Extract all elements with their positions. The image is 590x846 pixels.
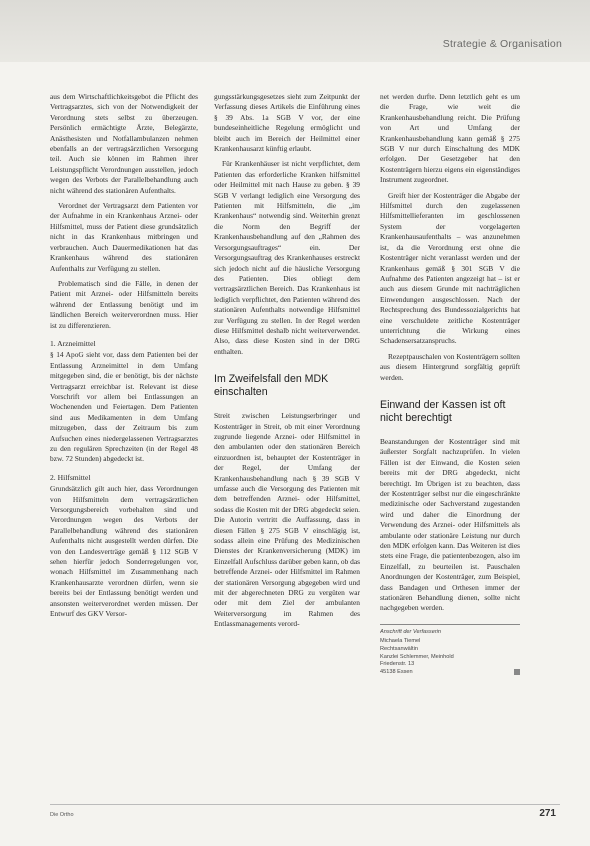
page-number: 271 (539, 808, 556, 819)
author-address-title: Anschrift der Verfasserin (380, 628, 442, 635)
paragraph: gungsstärkungsgesetzes sieht zum Zeitpunkt der Verfassung dieses Artikels die Einführung eines § 39 Abs. 1a SGB V vor, der eine bundeseinheitliche Regelung ermöglicht und bleibt auch im Bereich der Heilmittel einer Krankenhausarzt künftig erlaubt. (214, 92, 360, 154)
paragraph: § 14 ApoG sieht vor, dass dem Patienten bei der Entlassung Arzneimittel in dem Umfang mitgegeben sind, die er benötigt, bis der nächste Vertragsarzt erreichbar ist. Relevant ist diese Vorschrift vor allem bei Entlassungen an Wochenenden und Feiertagen. Dem Patienten sind aus Medikamenten in dem Umfang mitzugeben, dass der Zeitraum bis zum Aufsuchen eines niedergelassenen Vertragsarztes zu den regulären Sprechzeiten (in der Regel 48 bzw. 72 Stunden) abgedeckt ist. (50, 350, 198, 464)
paragraph: net werden durfte. Denn letztlich geht es um die Frage, wie weit die Krankenhausbehandlung reicht. Die Prüfung von Art und Umfang der Krankenhausbehandlung kann gemäß § 275 SGB V nur durch Einschaltung des MDK erfolgen. Der Gesetzgeber hat den Kostenträgern hierzu eigens ein eigenständiges Instrument zugeordnet. (380, 92, 520, 185)
author-address-line: Friedenstr. 13 (380, 661, 415, 668)
author-address-line: Rechtsanwältin (380, 646, 418, 653)
footer-publication: Die Ortho (50, 812, 74, 818)
column-3 (380, 92, 520, 792)
paragraph: Grundsätzlich gilt auch hier, dass Verordnungen von Hilfsmitteln dem vertragsärztlichen Versorgungsbereich vorbehalten sind und Verordnungen wegen des Verbots der Parallelbehandlung während des stationären Aufenthalts nicht ausgestellt werden dürfen. Die von den Landesverträge gemäß § 112 SGB V sehen hierfür jedoch Sonderregelungen vor, wonach Hilfsmittel im Zusammenhang nach Krankenhausarzte verordnen dürfen, wenn sie bereits bei der Entlassung benötigt werden und ansonsten weiterverordnet werden müssen. Der Entwurf des GKV Versor- (50, 484, 198, 619)
paragraph: Beanstandungen der Kostenträger sind mit äußerster Sorgfalt nachzuprüfen. In vielen Fällen ist der Einwand, die Kosten seien bereits mit der DRG abgedeckt, nicht berechtigt. Im Übrigen ist zu beachten, dass der Kostenträger selbst nur die eingeschränkte medizinische oder Sachverstand zugestanden wird und daher die Einordnung der Verwendung des Arznei- oder Hilfsmittels als ambulante oder stationäre Leistung nur durch den MDK erfolgen kann. Das Weiteren ist dies stets eine Frage, die patientenbezogen, also im Einzelfall, zu beurteilen ist. Pauschalen Anordnungen der Kostenträger, zum Beispiel, dass Bandagen und Orthesen immer der stationären Behandlung dienen, sollte nicht nachgegeben werden. (380, 436, 520, 613)
header-bar (0, 0, 590, 62)
subsection-heading: 2. Hilfsmittel (50, 472, 91, 482)
paragraph: Für Krankenhäuser ist nicht verpflichtet, dem Patienten das erforderliche Kranken hilfsmittel oder Heilmittel mit nach Hause zu geben. § 39 SGB V verlangt lediglich eine Versorgung des Patienten mit Hilfsmitteln, die „im Krankenhaus“ notwendig sind. Weiterhin grenzt die Norm den Begriff der Krankenhausbehandlung auf den „Rahmen des Versorgungsauftrages“ ein. Der Versorgungsauftrag des Krankenhauses erstreckt sich jedoch nicht auf die häusliche Versorgung des Patienten. Dies obliegt dem vertragsärztlichen Bereich. Das Krankenhaus ist lediglich verpflichtet, den Patienten während des stationären Aufenthalts notwendige Hilfsmittel zur Verfügung zu stellen. In der Regel werden diese Hilfsmittel deshalb nicht weiterverwendet. Also, dass diese Kosten sind in der DRG enthalten. (214, 159, 360, 356)
paragraph: Rezeptpauschalen von Kostenträgern sollten aus diesem Hintergrund sorgfältig geprüft werden. (380, 351, 520, 382)
paragraph: Verordnet der Vertragsarzt dem Patienten vor der Aufnahme in ein Krankenhaus Arznei- oder Hilfsmittel, muss der Patient diese grundsätzlich nicht in das Krankenhaus mitbringen und verbrauchen. Auch Dauermedikationen hat das Krankenhaus während des stationären Aufenthalts zur Verfügung zu stellen. (50, 201, 198, 273)
paragraph: Problematisch sind die Fälle, in denen der Patient mit Arznei- oder Hilfsmitteln bereits während der Entlassung benötigt und im ländlichen Bereich weiterverordnen muss. Hier ist zu differenzieren. (50, 278, 198, 330)
author-address-line: Kanzlei Schlemmer, Meinhold (380, 653, 454, 660)
paragraph: Greift hier der Kostenträger die Abgabe der Hilfsmittel durch den zugelassenen Hilfsmittellieferanten im geschlossenen System der vorgelagerten Krankenhausaufenthalts – was anzunehmen ist, da die Verordnung erst ohne die Kostenträger nicht veranlasst werden und der Krankenhaus gemäß § 301 SGB V die Aufnahme des Patienten angezeigt hat – ist er auch aus diesem Grunde mit nachträglichen Einwendungen ausgeschlossen. Nach der Rechtsprechung des Bundessozialgerichts hat eine verschuldete zeitliche Kostenträger unterrichtung die Wirkung eines Schadensersatzanspruchs. (380, 190, 520, 346)
paragraph: aus dem Wirtschaftlichkeitsgebot die Pflicht des Vertragsarztes, sich von der Notwendigkeit der Verordnung stets selbst zu überzeugen. Persönlich ermächtigte Ärzte, Belegärzte, Anästhesisten und Notfallambulanzen nehmen ebenfalls an der vertragsärztlichen Versorgung teil. Auch sie können im Rahmen ihrer Leistungspflicht Verordnungen ausstellen, jedoch wegen des Verbots der Parallelbehandlung auch nicht während des stationären Aufenthalts. (50, 92, 198, 195)
footer-rule (50, 804, 560, 805)
section-heading: Im Zweifelsfall den MDK einschalten (214, 373, 329, 399)
subsection-heading: 1. Arzneimittel (50, 338, 96, 348)
author-address-line: 45138 Essen (380, 668, 413, 675)
author-address-line: Michaela Tiemel (380, 638, 421, 645)
column-1 (50, 92, 198, 792)
section-heading: Einwand der Kassen ist oft nicht berechtigt (380, 398, 506, 424)
end-mark-icon (514, 669, 520, 675)
section-label: Strategie & Organisation (442, 38, 562, 50)
column-2 (214, 92, 360, 792)
paragraph: Streit zwischen Leistungserbringer und Kostenträger in Streit, ob mit einer Verordnung zugrunde liegende Arznei- oder Hilfsmittel in den ambulanten oder den stationären Bereich einzuordnen ist, behauptet der Kostenträger in der Regel, der Umfang der Krankenhausbehandlung nach § 39 SGB V umfasse auch die Versorgung des Patienten mit dem betreffenden Arznei- oder Hilfsmittel, sodass die Kosten mit der DRG abgedeckt seien. Die Autorin vertritt die Auffassung, dass in diesen Fällen § 275 SGB V einschlägig ist, sodass allein eine Prüfung des Medizinischen Dienstes der Krankenversicherung (MDK) im Einzelfall Aufschluss darüber geben kann, ob das betreffende Arznei- oder Hilfsmittel im Rahmen der stationären Versorgung abgegeben wird und mit der abgerechneten DRG zu vergüten war oder mit dem Ziel der ambulanten Weiterversorgung im Rahmen des Entlassmanagements verord- (214, 411, 360, 629)
author-address (380, 624, 520, 677)
